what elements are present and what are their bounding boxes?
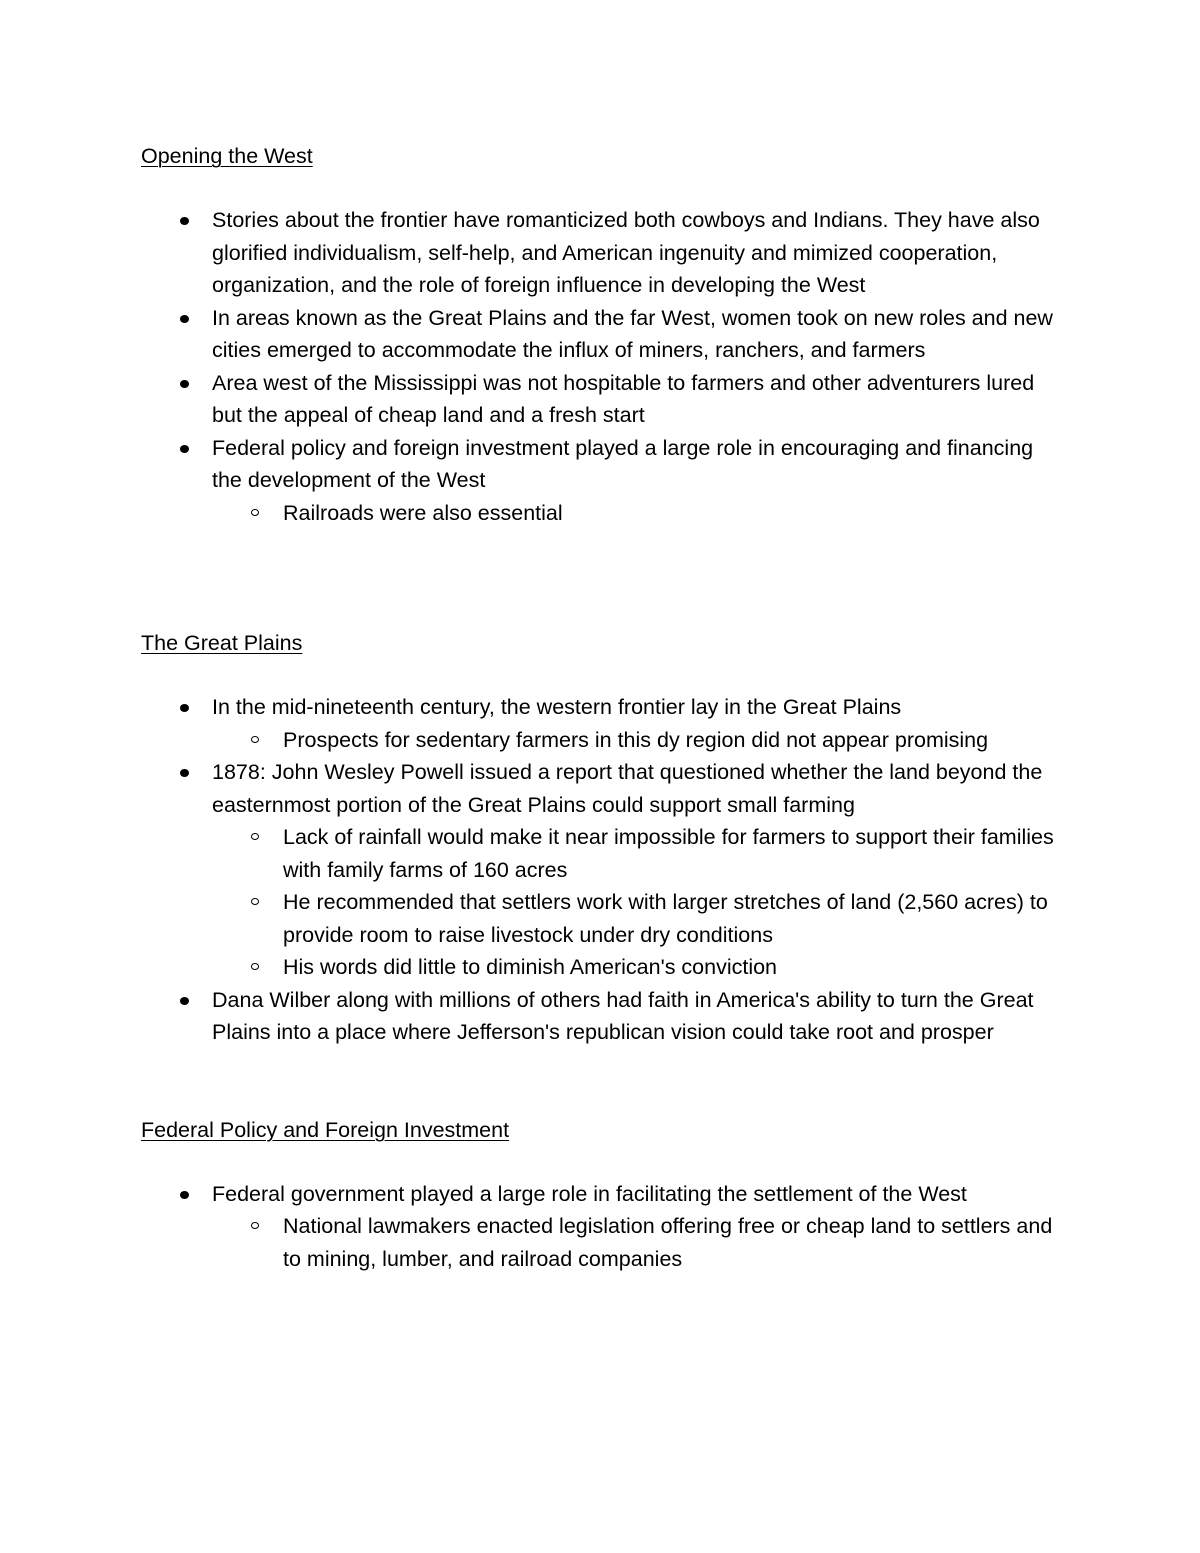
document-page xyxy=(141,140,1066,1275)
bullet-icon xyxy=(180,217,189,225)
bullet-icon xyxy=(180,1191,189,1199)
list-item xyxy=(141,691,1066,756)
list-item-text: Dana Wilber along with millions of others had faith in America's ability to turn the Great Plains into a place where Jefferson's republican vision could take root and prosper xyxy=(212,987,1034,1044)
section-federal-policy xyxy=(141,1114,1066,1276)
sub-list-item-text: Railroads were also essential xyxy=(283,500,563,525)
sub-list-item-text: Lack of rainfall would make it near impossible for farmers to support their families with family farms of 160 acres xyxy=(283,825,1054,882)
hollow-bullet-icon xyxy=(251,736,259,743)
bullet-icon xyxy=(180,445,189,453)
list-item-text: Area west of the Mississippi was not hospitable to farmers and other adventurers lured but the appeal of cheap land and a fresh start xyxy=(212,370,1035,427)
sub-list-item xyxy=(212,1210,1066,1275)
sub-list-item xyxy=(212,951,1066,984)
bullet-list xyxy=(141,204,1066,529)
sub-bullet-list xyxy=(212,821,1066,984)
hollow-bullet-icon xyxy=(251,509,259,516)
sub-bullet-list xyxy=(212,724,1066,757)
sub-list-item-text: His words did little to diminish American's conviction xyxy=(283,955,778,979)
section-title: Opening the West xyxy=(141,144,313,168)
section-opening-the-west xyxy=(141,140,1066,529)
bullet-icon xyxy=(180,380,189,388)
hollow-bullet-icon xyxy=(251,1222,259,1229)
list-item-text: In the mid-nineteenth century, the western frontier lay in the Great Plains xyxy=(212,695,902,719)
sub-bullet-list xyxy=(212,1210,1066,1275)
list-item-text: Stories about the frontier have romanticized both cowboys and Indians. They have also glorified individualism, self-help, and American ingenuity and mimized cooperation, organization, and the role of foreign influence in developing the West xyxy=(212,208,1040,297)
list-item xyxy=(141,1178,1066,1276)
list-item-text: In areas known as the Great Plains and the far West, women took on new roles and new cities emerged to accommodate the influx of miners, ranchers, and farmers xyxy=(212,305,1053,362)
section-title: Federal Policy and Foreign Investment xyxy=(141,1117,510,1142)
sub-list-item-text: Prospects for sedentary farmers in this dy region did not appear promising xyxy=(283,727,989,752)
list-item xyxy=(141,204,1066,302)
sub-list-item-text: He recommended that settlers work with larger stretches of land (2,560 acres) to provide room to raise livestock under dry conditions xyxy=(283,890,1048,947)
sub-list-item-text: National lawmakers enacted legislation offering free or cheap land to settlers and to mining, lumber, and railroad companies xyxy=(283,1214,1053,1271)
section-the-great-plains xyxy=(141,627,1066,1049)
hollow-bullet-icon xyxy=(251,963,259,970)
sub-list-item xyxy=(212,497,1066,530)
bullet-icon xyxy=(180,997,189,1005)
sub-list-item xyxy=(212,886,1066,951)
sub-bullet-list xyxy=(212,497,1066,530)
list-item-text: Federal government played a large role in facilitating the settlement of the West xyxy=(212,1181,967,1206)
bullet-icon xyxy=(180,315,189,323)
list-item xyxy=(141,302,1066,367)
bullet-list xyxy=(141,691,1066,1049)
list-item-text: Federal policy and foreign investment played a large role in encouraging and financing the development of the West xyxy=(212,435,1034,492)
hollow-bullet-icon xyxy=(251,833,259,840)
sub-list-item xyxy=(212,724,1066,757)
bullet-icon xyxy=(180,769,189,777)
list-item xyxy=(141,756,1066,984)
list-item xyxy=(141,367,1066,432)
section-title: The Great Plains xyxy=(141,631,303,655)
list-item xyxy=(141,432,1066,530)
bullet-list xyxy=(141,1178,1066,1276)
bullet-icon xyxy=(180,704,189,712)
hollow-bullet-icon xyxy=(251,898,259,905)
list-item xyxy=(141,984,1066,1049)
sub-list-item xyxy=(212,821,1066,886)
list-item-text: 1878: John Wesley Powell issued a report that questioned whether the land beyond the easternmost portion of the Great Plains could support small farming xyxy=(212,760,1043,817)
